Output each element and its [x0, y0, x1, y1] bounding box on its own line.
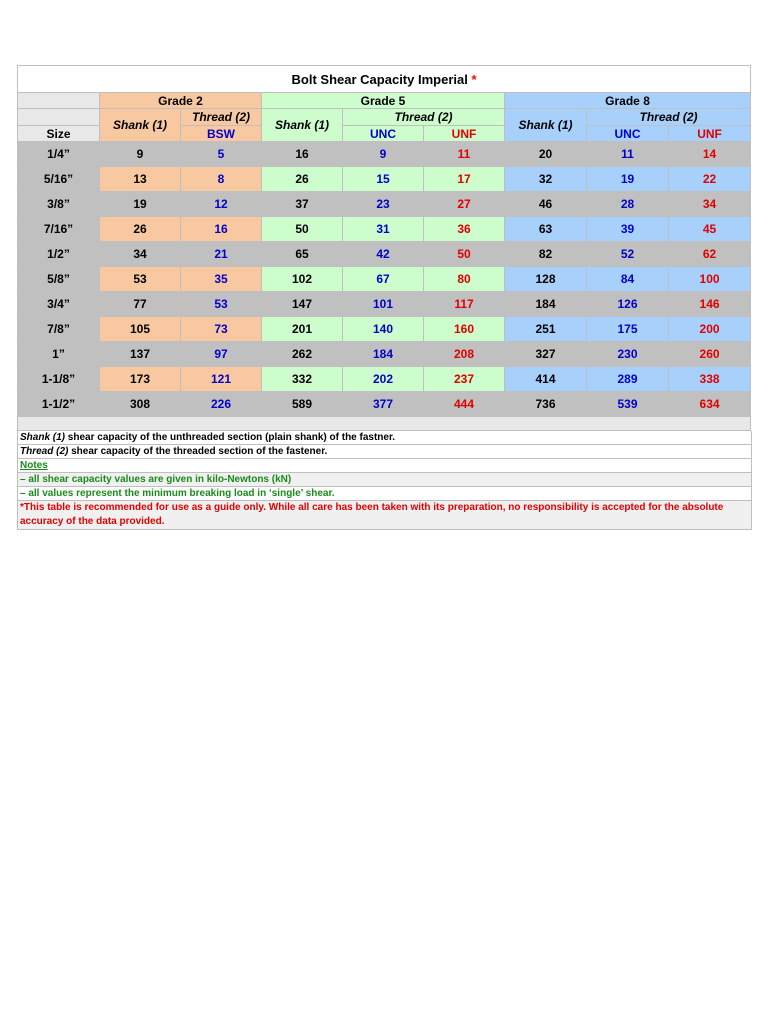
value-cell-g5-unf: 80: [424, 267, 505, 292]
note-thread-term: Thread (2): [20, 446, 69, 457]
value-cell-g5-unf: 208: [424, 342, 505, 367]
value-cell-g2-shank: 53: [100, 267, 181, 292]
note-thread: [18, 445, 751, 459]
grade5-shank-header: Shank (1): [262, 109, 343, 142]
value-cell-g8-unc: 39: [587, 217, 669, 242]
value-cell-g2-bsw: 12: [181, 192, 262, 217]
value-cell-g5-unc: 140: [343, 317, 424, 342]
value-cell-g8-unf: 45: [669, 217, 751, 242]
value-cell-g2-shank: 34: [100, 242, 181, 267]
grade8-header: Grade 8: [505, 93, 751, 109]
table-row: [18, 142, 751, 167]
value-cell-g8-unf: 22: [669, 167, 751, 192]
value-cell-g8-unf: 62: [669, 242, 751, 267]
value-cell-g5-unc: 202: [343, 367, 424, 392]
value-cell-g8-unc: 289: [587, 367, 669, 392]
value-cell-g5-unc: 42: [343, 242, 424, 267]
value-cell-g8-unf: 634: [669, 392, 751, 417]
value-cell-g2-bsw: 8: [181, 167, 262, 192]
value-cell-g8-unf: 146: [669, 292, 751, 317]
value-cell-g8-shank: 327: [505, 342, 587, 367]
value-cell-g2-bsw: 16: [181, 217, 262, 242]
value-cell-g2-bsw: 73: [181, 317, 262, 342]
note-shank: [18, 431, 751, 445]
value-cell-g8-shank: 32: [505, 167, 587, 192]
value-cell-g2-shank: 9: [100, 142, 181, 167]
bolt-shear-table-sheet: [17, 65, 750, 530]
value-cell-g2-shank: 26: [100, 217, 181, 242]
grade8-unf-header: UNF: [669, 126, 751, 142]
notes-section: [17, 431, 752, 530]
value-cell-g5-unf: 36: [424, 217, 505, 242]
value-cell-g2-bsw: 226: [181, 392, 262, 417]
value-cell-g8-shank: 20: [505, 142, 587, 167]
value-cell-g2-shank: 105: [100, 317, 181, 342]
value-cell-g5-unc: 101: [343, 292, 424, 317]
size-cell: 1/4”: [18, 142, 100, 167]
size-header-blank: [18, 93, 100, 109]
value-cell-g8-shank: 63: [505, 217, 587, 242]
grade2-thread-header: Thread (2): [181, 109, 262, 126]
value-cell-g5-shank: 332: [262, 367, 343, 392]
value-cell-g2-shank: 77: [100, 292, 181, 317]
grade2-shank-header: Shank (1): [100, 109, 181, 142]
disclaimer: *This table is recommended for use as a guide only. While all care has been taken with its preparation, no responsibility is accepted for the absolute accuracy of the data provided.: [18, 501, 751, 530]
size-cell: 7/8”: [18, 317, 100, 342]
title-asterisk: *: [471, 71, 477, 87]
value-cell-g2-bsw: 35: [181, 267, 262, 292]
value-cell-g5-shank: 262: [262, 342, 343, 367]
table-row: [18, 367, 751, 392]
value-cell-g8-shank: 736: [505, 392, 587, 417]
table-row: [18, 292, 751, 317]
value-cell-g8-shank: 82: [505, 242, 587, 267]
size-header-blank-2: [18, 109, 100, 126]
value-cell-g8-unc: 28: [587, 192, 669, 217]
value-cell-g8-unc: 84: [587, 267, 669, 292]
value-cell-g8-unc: 52: [587, 242, 669, 267]
value-cell-g2-bsw: 21: [181, 242, 262, 267]
table-title: [18, 66, 751, 93]
value-cell-g5-unc: 377: [343, 392, 424, 417]
value-cell-g5-unc: 31: [343, 217, 424, 242]
value-cell-g5-shank: 589: [262, 392, 343, 417]
table-row: [18, 267, 751, 292]
size-cell: 1/2”: [18, 242, 100, 267]
value-cell-g2-bsw: 5: [181, 142, 262, 167]
value-cell-g8-unf: 34: [669, 192, 751, 217]
value-cell-g2-bsw: 53: [181, 292, 262, 317]
value-cell-g5-shank: 26: [262, 167, 343, 192]
grade5-header: Grade 5: [262, 93, 505, 109]
note-shank-text: shear capacity of the unthreaded section (plain shank) of the fastner.: [65, 432, 396, 443]
value-cell-g8-shank: 128: [505, 267, 587, 292]
size-column-header: Size: [18, 126, 100, 142]
value-cell-g5-unc: 184: [343, 342, 424, 367]
value-cell-g5-unf: 11: [424, 142, 505, 167]
value-cell-g8-shank: 414: [505, 367, 587, 392]
value-cell-g2-shank: 13: [100, 167, 181, 192]
table-row: [18, 192, 751, 217]
value-cell-g8-unc: 230: [587, 342, 669, 367]
value-cell-g5-shank: 65: [262, 242, 343, 267]
size-cell: 3/4”: [18, 292, 100, 317]
grade8-unc-header: UNC: [587, 126, 669, 142]
value-cell-g5-shank: 102: [262, 267, 343, 292]
value-cell-g2-shank: 19: [100, 192, 181, 217]
size-cell: 1-1/2”: [18, 392, 100, 417]
value-cell-g5-unf: 17: [424, 167, 505, 192]
value-cell-g5-unc: 9: [343, 142, 424, 167]
note-minimum: – all values represent the minimum breaking load in ‘single’ shear.: [18, 487, 751, 501]
note-thread-text: shear capacity of the threaded section of the fastener.: [68, 446, 328, 457]
value-cell-g5-shank: 16: [262, 142, 343, 167]
value-cell-g2-bsw: 97: [181, 342, 262, 367]
size-cell: 7/16”: [18, 217, 100, 242]
grade2-header: Grade 2: [100, 93, 262, 109]
value-cell-g5-unc: 67: [343, 267, 424, 292]
value-cell-g8-unc: 19: [587, 167, 669, 192]
value-cell-g8-unf: 260: [669, 342, 751, 367]
value-cell-g5-unc: 23: [343, 192, 424, 217]
value-cell-g8-shank: 46: [505, 192, 587, 217]
grade5-thread-header: Thread (2): [343, 109, 505, 126]
value-cell-g2-bsw: 121: [181, 367, 262, 392]
table-row: [18, 167, 751, 192]
value-cell-g5-unf: 117: [424, 292, 505, 317]
value-cell-g2-shank: 173: [100, 367, 181, 392]
value-cell-g5-unf: 444: [424, 392, 505, 417]
value-cell-g8-unf: 338: [669, 367, 751, 392]
value-cell-g8-unc: 11: [587, 142, 669, 167]
value-cell-g8-unf: 200: [669, 317, 751, 342]
value-cell-g5-shank: 147: [262, 292, 343, 317]
value-cell-g5-shank: 50: [262, 217, 343, 242]
size-cell: 1-1/8”: [18, 367, 100, 392]
value-cell-g8-unf: 14: [669, 142, 751, 167]
grade8-thread-header: Thread (2): [587, 109, 751, 126]
bolt-shear-table: [17, 65, 751, 431]
note-units: – all shear capacity values are given in kilo-Newtons (kN): [18, 473, 751, 487]
table-row: [18, 317, 751, 342]
value-cell-g5-shank: 201: [262, 317, 343, 342]
size-cell: 1”: [18, 342, 100, 367]
grade8-shank-header: Shank (1): [505, 109, 587, 142]
notes-heading-text: Notes: [20, 460, 48, 471]
value-cell-g5-unf: 50: [424, 242, 505, 267]
size-cell: 5/8”: [18, 267, 100, 292]
value-cell-g5-unc: 15: [343, 167, 424, 192]
value-cell-g8-unc: 175: [587, 317, 669, 342]
value-cell-g2-shank: 308: [100, 392, 181, 417]
grade5-unf-header: UNF: [424, 126, 505, 142]
value-cell-g5-unf: 160: [424, 317, 505, 342]
value-cell-g5-unf: 27: [424, 192, 505, 217]
table-spacer-row: [18, 417, 751, 431]
notes-heading: [18, 459, 751, 473]
table-title-text: Bolt Shear Capacity Imperial: [291, 71, 468, 87]
value-cell-g5-unf: 237: [424, 367, 505, 392]
value-cell-g8-unc: 126: [587, 292, 669, 317]
value-cell-g8-shank: 184: [505, 292, 587, 317]
value-cell-g8-unf: 100: [669, 267, 751, 292]
value-cell-g5-shank: 37: [262, 192, 343, 217]
table-spacer-cell: [18, 417, 751, 431]
size-cell: 5/16”: [18, 167, 100, 192]
grade5-unc-header: UNC: [343, 126, 424, 142]
value-cell-g8-shank: 251: [505, 317, 587, 342]
value-cell-g2-shank: 137: [100, 342, 181, 367]
table-row: [18, 217, 751, 242]
table-row: [18, 392, 751, 417]
grade2-bsw-header: BSW: [181, 126, 262, 142]
table-row: [18, 342, 751, 367]
table-row: [18, 242, 751, 267]
note-shank-term: Shank (1): [20, 432, 66, 443]
value-cell-g8-unc: 539: [587, 392, 669, 417]
size-cell: 3/8”: [18, 192, 100, 217]
